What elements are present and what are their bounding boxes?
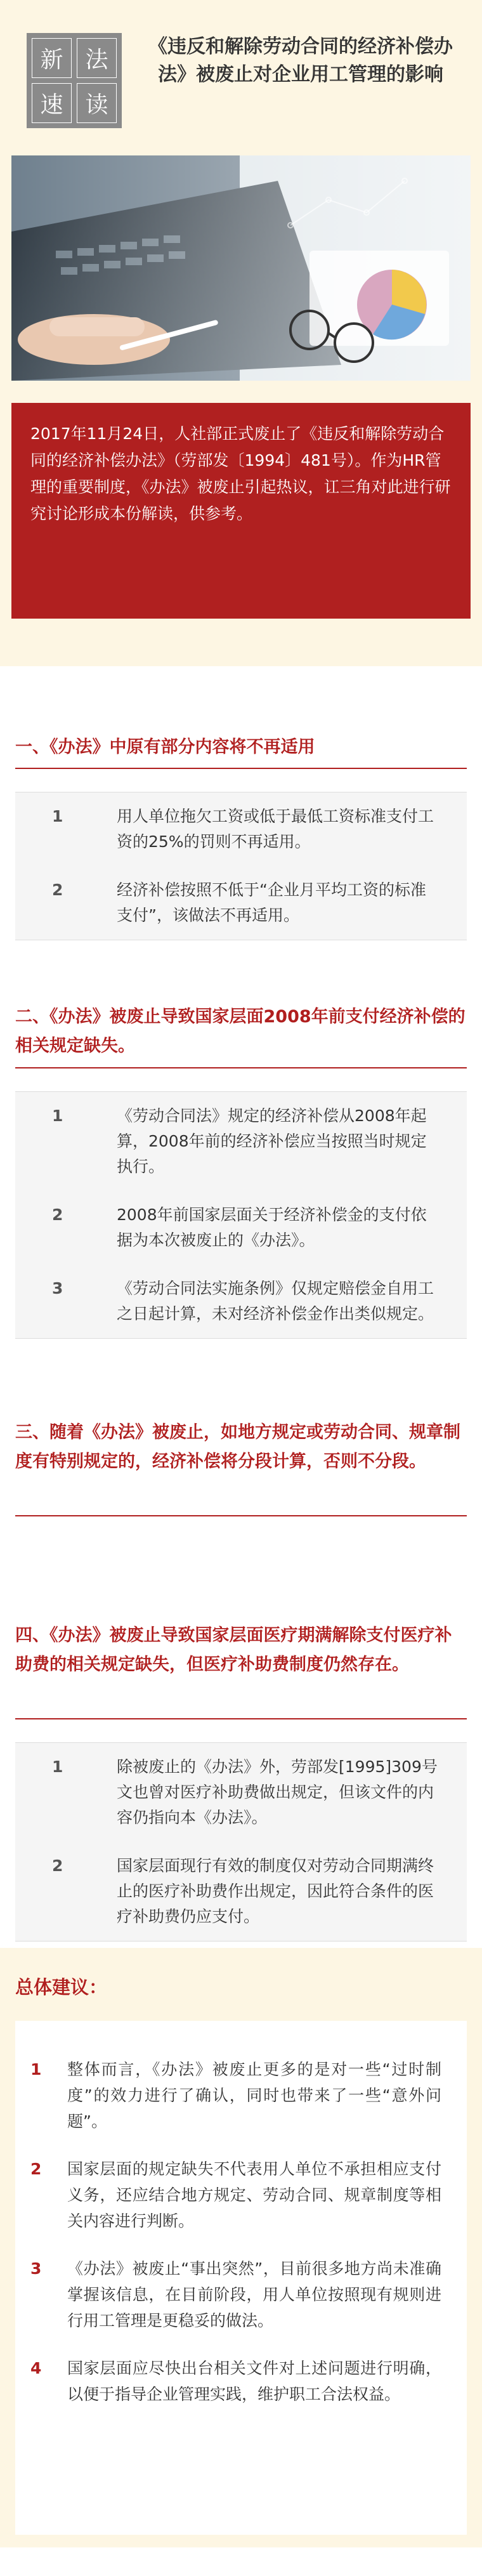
item-text: 2008年前国家层面关于经济补偿金的支付依据为本次被废止的《办法》。: [117, 1206, 427, 1249]
article-title: 《违反和解除劳动合同的经济补偿办法》被废止对企业用工管理的影响: [148, 36, 453, 86]
section-underline: [15, 768, 467, 769]
summary-title: 总体建议：: [15, 1976, 108, 1998]
badge-char: 新: [32, 38, 72, 78]
summary-item-text: 国家层面应尽快出台相关文件对上述问题进行明确，以便于指导企业管理实践，维护职工合法权益。: [67, 2359, 441, 2403]
item-text: 经济补偿按照不低于“企业月平均工资的标准支付”，该做法不再适用。: [117, 881, 426, 924]
summary-item: [15, 2156, 467, 2234]
list-item: [15, 1092, 467, 1191]
item-text: 《劳动合同法》规定的经济补偿从2008年起算，2008年前的经济补偿应当按照当时规定执行。: [117, 1107, 427, 1176]
item-text: 用人单位拖欠工资或低于最低工资标准支付工资的25%的罚则不再适用。: [117, 807, 434, 851]
intro-paragraph: 2017年11月24日，人社部正式废止了《违反和解除劳动合同的经济补偿办法》（劳部发〔1994〕481号）。作为HR管理的重要制度，《办法》被废止引起热议，讧三角对此进行研究讨论形成本份解读，供参考。: [11, 403, 471, 619]
section-title: 四、《办法》被废止导致国家层面医疗期满解除支付医疗补助费的相关规定缺失，但医疗补助费制度仍然存在。: [15, 1626, 452, 1674]
badge-char: 法: [77, 38, 117, 78]
section-underline: [15, 1067, 467, 1068]
section-list: [15, 1742, 467, 1942]
list-item: [15, 1743, 467, 1842]
summary-item: [15, 2355, 467, 2407]
item-number: 2: [52, 881, 63, 899]
item-number: 3: [52, 1279, 63, 1298]
summary-item: [15, 2056, 467, 2134]
badge-char: 速: [32, 83, 72, 123]
header-photo: [11, 155, 471, 381]
summary-item-text: 《办法》被废止“事出突然”，目前很多地方尚未准确掌握该信息，在目前阶段，用人单位按照现有规则进行用工管理是更稳妥的做法。: [67, 2259, 441, 2330]
summary-item-text: 国家层面的规定缺失不代表用人单位不承担相应支付义务，还应结合地方规定、劳动合同、规章制度等相关内容进行判断。: [67, 2160, 441, 2230]
item-number: 2: [52, 1206, 63, 1224]
item-number: 1: [52, 1758, 63, 1776]
column-badge: [27, 33, 122, 128]
list-item: [15, 866, 467, 940]
summary-item-number: 2: [30, 2160, 42, 2178]
item-text: 除被废止的《办法》外，劳部发[1995]309号文也曾对医疗补助费做出规定，但该文件的内容仍指向本《办法》。: [117, 1758, 438, 1827]
section-title: 三、随着《办法》被废止，如地方规定或劳动合同、规章制度有特别规定的，经济补偿将分段计算，否则不分段。: [15, 1423, 460, 1471]
section-list: [15, 1091, 467, 1339]
office-desk-illustration: [11, 155, 471, 381]
summary-card: [15, 2021, 467, 2535]
section-list: [15, 792, 467, 940]
section-title: 一、《办法》中原有部分内容将不再适用: [15, 737, 315, 757]
item-number: 1: [52, 1107, 63, 1125]
summary-item: [15, 2256, 467, 2334]
item-text: 国家层面现行有效的制度仅对劳动合同期满终止的医疗补助费作出规定，因此符合条件的医疗补助费仍应支付。: [117, 1856, 434, 1926]
list-item: [15, 1191, 467, 1265]
badge-char: 读: [77, 83, 117, 123]
summary-item-number: 3: [30, 2259, 42, 2278]
item-number: 2: [52, 1856, 63, 1875]
item-number: 1: [52, 807, 63, 825]
summary-item-text: 整体而言，《办法》被废止更多的是对一些“过时制度”的效力进行了确认，同时也带来了一些“意外问题”。: [67, 2060, 441, 2131]
list-item: [15, 1265, 467, 1338]
list-item: [15, 1842, 467, 1941]
section-title: 二、《办法》被废止导致国家层面2008年前支付经济补偿的相关规定缺失。: [15, 1007, 466, 1056]
summary-item-number: 4: [30, 2359, 42, 2377]
item-text: 《劳动合同法实施条例》仅规定赔偿金自用工之日起计算，未对经济补偿金作出类似规定。: [117, 1279, 434, 1323]
summary-item-number: 1: [30, 2060, 42, 2079]
section-underline: [15, 1515, 467, 1516]
list-item: [15, 792, 467, 866]
section-underline: [15, 1718, 467, 1719]
